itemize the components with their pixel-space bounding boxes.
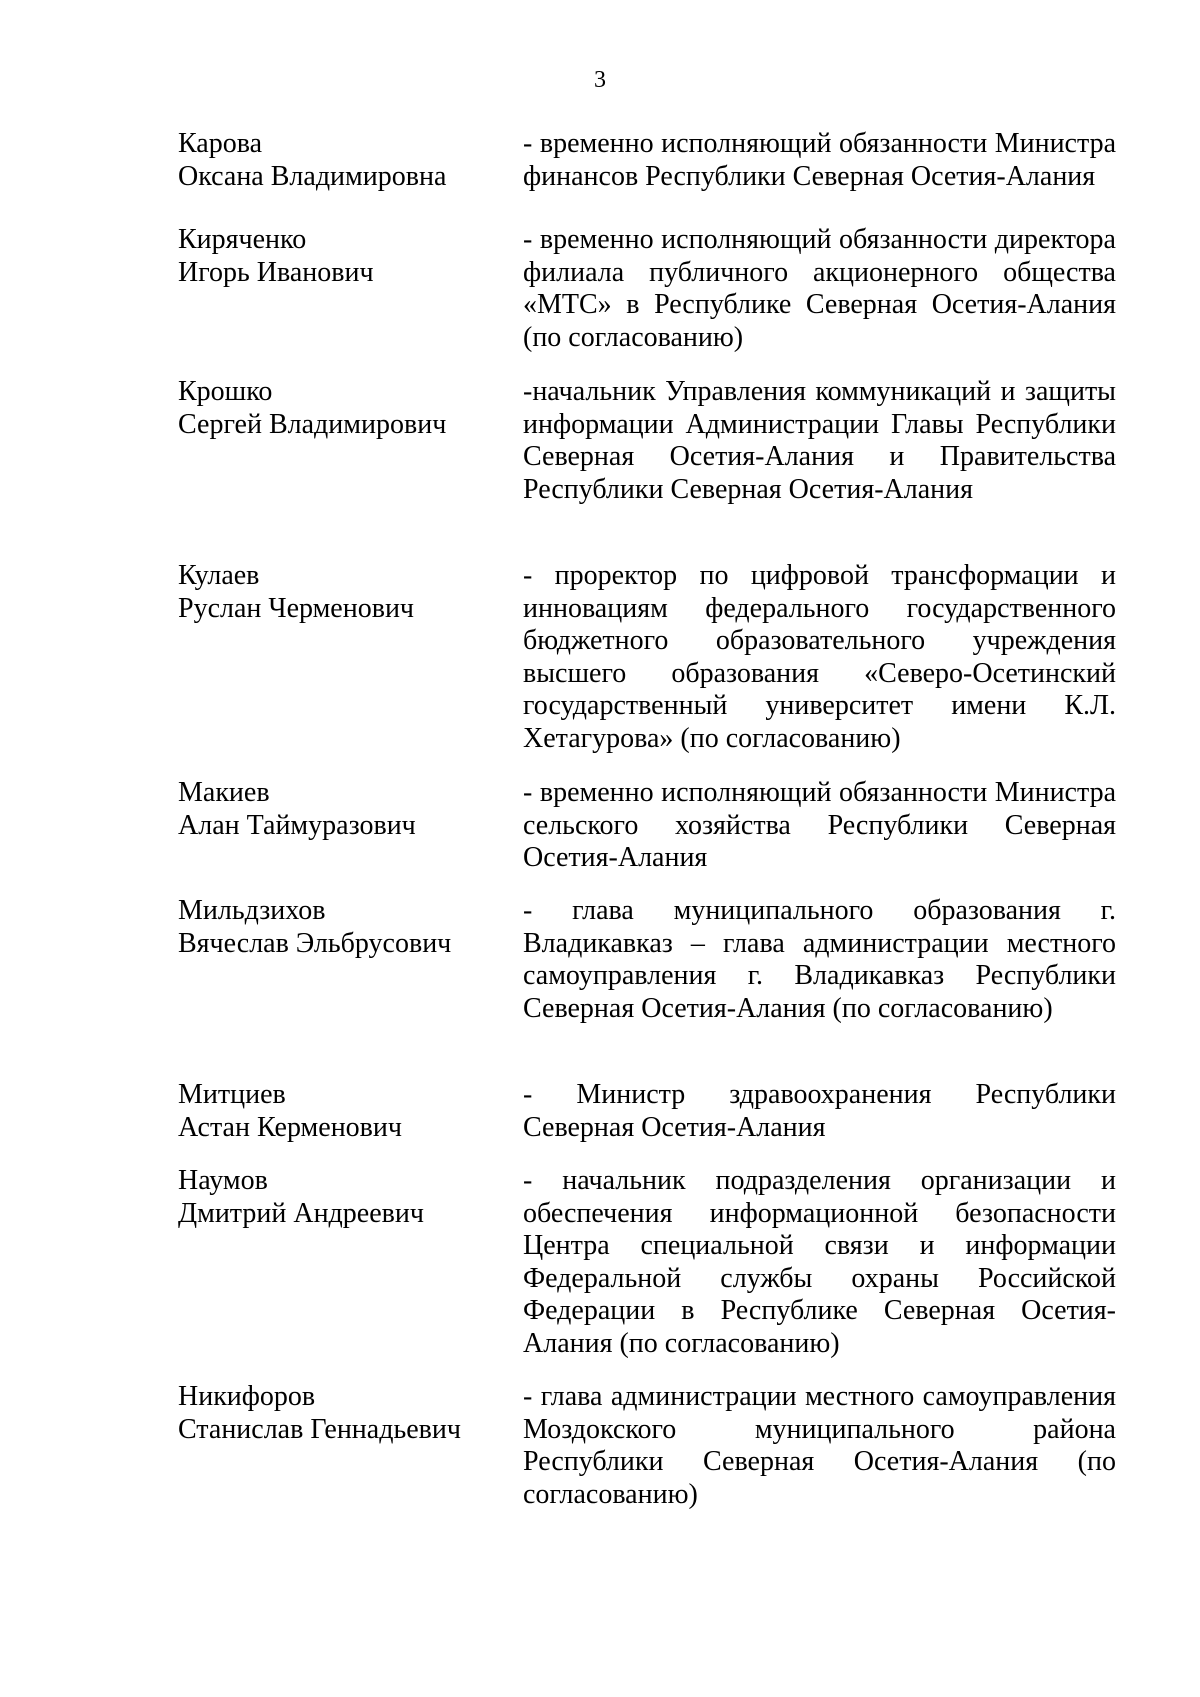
member-name bbox=[178, 376, 508, 441]
member-surname: Митциев bbox=[178, 1079, 286, 1110]
member-position: - глава муниципального образования г. Владикавказ – глава администрации местного самоуправления г. Владикавказ Республики Северная Осетия-Алания (по согласованию) bbox=[523, 895, 1116, 1024]
member-name bbox=[178, 1165, 508, 1230]
member-given-names: Игорь Иванович bbox=[178, 256, 374, 288]
member-position: - временно исполняющий обязанности Министра финансов Республики Северная Осетия-Алания bbox=[523, 128, 1116, 192]
member-surname: Карова bbox=[178, 128, 263, 159]
member-given-names: Сергей Владимирович bbox=[178, 408, 447, 440]
member-given-names: Астан Керменович bbox=[178, 1111, 402, 1143]
member-given-names: Оксана Владимировна bbox=[178, 160, 447, 192]
member-surname: Никифоров bbox=[178, 1381, 316, 1412]
member-position: - временно исполняющий обязанности Министра сельского хозяйства Республики Северная Осетия-Алания bbox=[523, 777, 1116, 873]
member-surname: Кулаев bbox=[178, 560, 260, 591]
member-surname: Макиев bbox=[178, 777, 270, 808]
member-position: -начальник Управления коммуникаций и защиты информации Администрации Главы Республики Северная Осетия-Алания и Правительства Республики Северная Осетия-Алания bbox=[523, 376, 1116, 505]
page-number: 3 bbox=[594, 67, 606, 93]
member-name bbox=[178, 895, 508, 960]
member-given-names: Дмитрий Андреевич bbox=[178, 1197, 424, 1229]
member-name bbox=[178, 224, 508, 289]
member-position: - проректор по цифровой трансформации и инновациям федерального государственного бюджетного образовательного учреждения высшего образования «Северо-Осетинский государственный университет имени К.Л. Хетагурова» (по согласованию) bbox=[523, 560, 1116, 754]
member-position: - начальник подразделения организации и обеспечения информационной безопасности Центра специальной связи и информации Федеральной службы охраны Российской Федерации в Республике Северная Осетия-Алания (по согласованию) bbox=[523, 1165, 1116, 1359]
member-surname: Мильдзихов bbox=[178, 895, 326, 926]
member-name bbox=[178, 1381, 508, 1446]
member-surname: Крошко bbox=[178, 376, 273, 407]
member-given-names: Руслан Черменович bbox=[178, 592, 415, 624]
member-name bbox=[178, 560, 508, 625]
member-name bbox=[178, 777, 508, 842]
member-surname: Наумов bbox=[178, 1165, 268, 1196]
member-position: - глава администрации местного самоуправления Моздокского муниципального района Республики Северная Осетия-Алания (по согласованию) bbox=[523, 1381, 1116, 1510]
member-position: - Министр здравоохранения Республики Северная Осетия-Алания bbox=[523, 1079, 1116, 1143]
member-name bbox=[178, 1079, 508, 1144]
member-given-names: Вячеслав Эльбрусович bbox=[178, 927, 452, 959]
member-given-names: Станислав Геннадьевич bbox=[178, 1413, 461, 1445]
member-name bbox=[178, 128, 508, 193]
member-position: - временно исполняющий обязанности директора филиала публичного акционерного общества «МТС» в Республике Северная Осетия-Алания (по согласованию) bbox=[523, 224, 1116, 353]
member-surname: Киряченко bbox=[178, 224, 307, 255]
member-given-names: Алан Таймуразович bbox=[178, 809, 416, 841]
